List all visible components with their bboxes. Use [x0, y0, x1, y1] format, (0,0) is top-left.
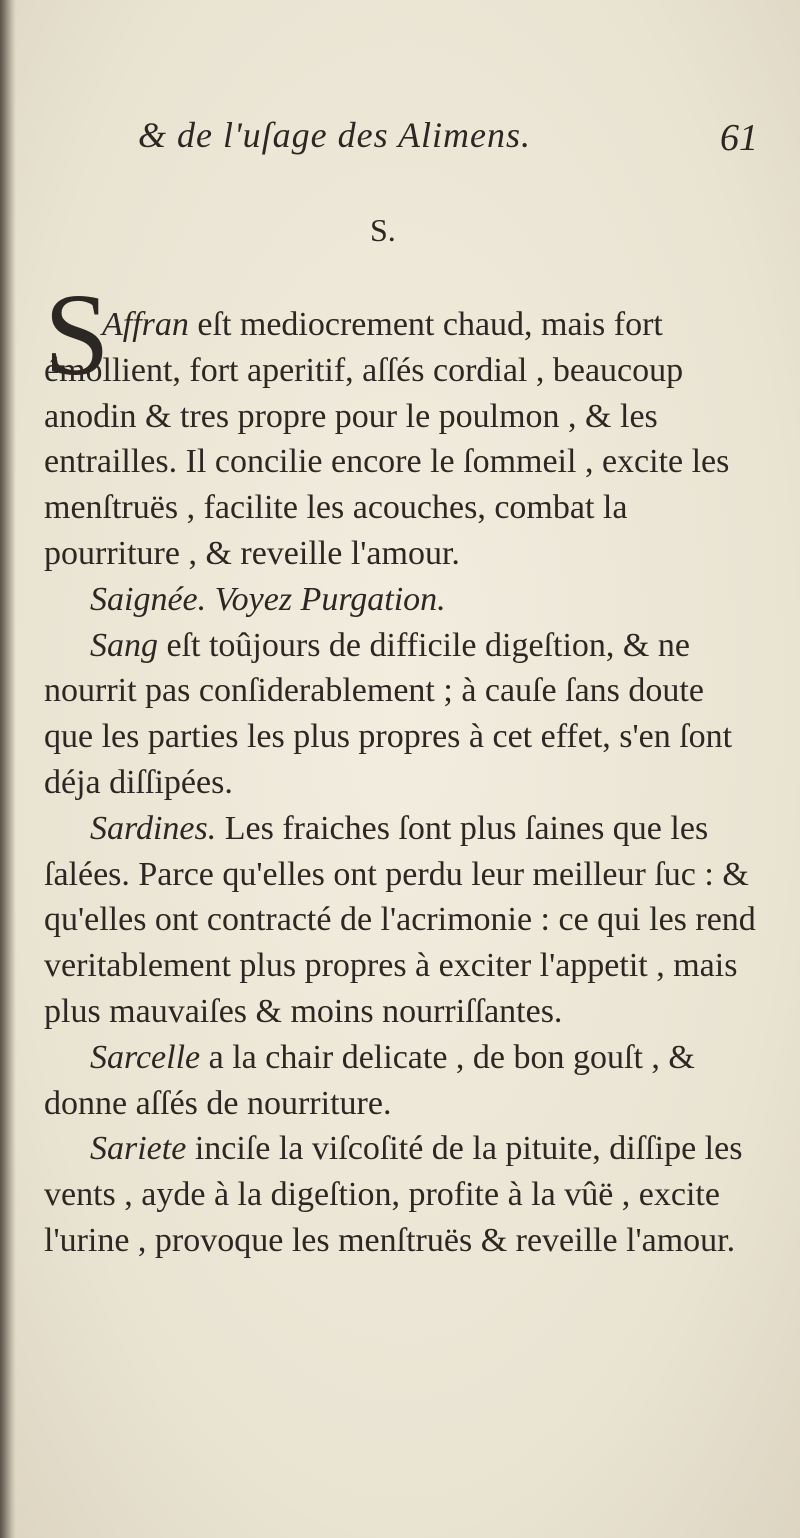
- entry-text: inciſe la viſcoſité de la pituite, diſſipe les vents , ayde à la digeſtion, profite à la vûë , excite l'urine , provoque les menſtruës & reveille l'amour.: [44, 1130, 743, 1259]
- entry-term: Sariete: [90, 1130, 187, 1168]
- section-letter: S.: [370, 212, 396, 248]
- entry-sariete: [44, 1126, 756, 1263]
- entry-term: Saignée.: [90, 580, 207, 618]
- page-binding-edge: [0, 0, 16, 1538]
- entry-term: Sarcelle: [90, 1038, 201, 1076]
- entry-text: eſt mediocrement chaud, mais fort émollient, fort aperitif, aſſés cordial , beaucoup anodin & tres propre pour le poulmon , & les entrailles. Il concilie encore le ſommeil , excite les menſtruës , facilite les acouches, combat la pourriture , & reveille l'amour.: [44, 306, 730, 572]
- entry-cross-reference: Voyez Purgation.: [214, 580, 446, 618]
- entry-term: Sardines.: [90, 809, 217, 847]
- page-number: 61: [720, 117, 758, 159]
- dictionary-text: [44, 302, 756, 1264]
- entry-sang: [44, 623, 756, 806]
- entry-saignee: [44, 577, 756, 623]
- entry-saffran: [44, 302, 756, 577]
- entry-term: Sang: [90, 626, 158, 664]
- entry-term: Affran: [102, 306, 189, 343]
- entry-sarcelle: [44, 1035, 756, 1127]
- entry-text: eſt toûjours de difficile digeſtion, & ne nourrit pas conſiderablement ; à cauſe ſans doute que les parties les plus propres à cet effet, s'en ſont déja diſſipées.: [44, 626, 733, 801]
- drop-cap: S: [44, 269, 110, 400]
- entry-sardines: [44, 806, 756, 1035]
- running-head: [138, 114, 758, 174]
- running-title: & de l'uſage des Alimens.: [138, 115, 531, 155]
- entry-text: a la chair delicate , de bon gouſt , & donne aſſés de nourriture.: [44, 1038, 695, 1122]
- entry-text: Les fraiches ſont plus ſaines que les ſalées. Parce qu'elles ont perdu leur meilleur ſuc : & qu'elles ont contracté de l'acrimonie : ce qui les rend veritablement plus propres à exciter l'appetit , mais plus mauvaiſes & moins nourriſſantes.: [44, 809, 756, 1030]
